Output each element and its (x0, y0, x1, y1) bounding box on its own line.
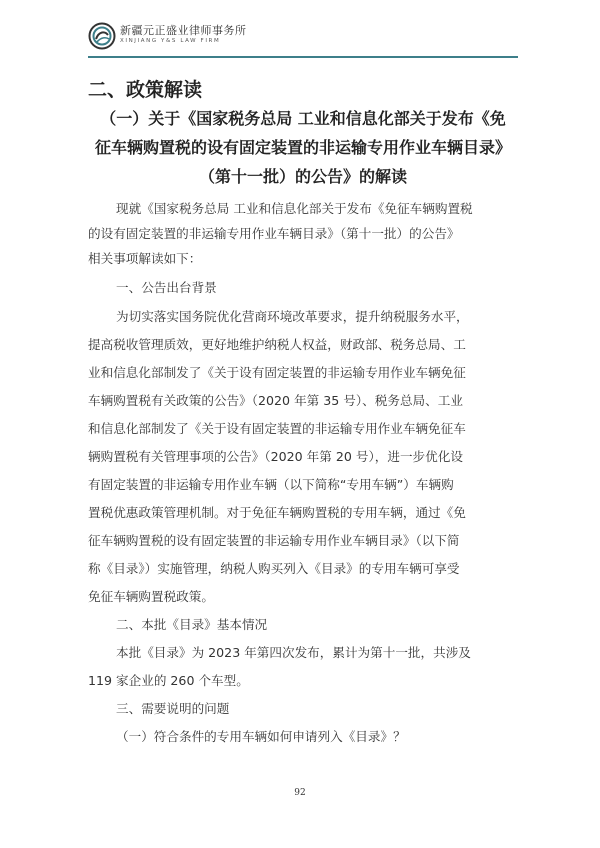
intro-line-1: 现就《国家税务总局 工业和信息化部关于发布《免征车辆购置税 (116, 201, 473, 216)
paragraph-line: 征车辆购置税的设有固定装置的非运输专用作业车辆目录》（以下简 (88, 533, 460, 548)
firm-name-en: XINJIANG Y&S LAW FIRM (120, 38, 221, 44)
page-header (88, 18, 518, 58)
page-number: 92 (294, 788, 306, 798)
paragraph-line: 置税优惠政策管理机制。对于免征车辆购置税的专用车辆，通过《免 (88, 505, 466, 520)
question-item-1: （一）符合条件的专用车辆如何申请列入《目录》？ (116, 729, 406, 744)
subheading-background: 一、公告出台背景 (116, 280, 217, 295)
heading-line-1: （一）关于《国家税务总局 工业和信息化部关于发布《免 (100, 109, 506, 128)
header-divider (88, 56, 518, 58)
subheading-catalog-overview: 二、本批《目录》基本情况 (116, 617, 268, 632)
paragraph-line: 本批《目录》为 2023 年第四次发布，累计为第十一批，共涉及 (116, 645, 471, 660)
paragraph-line: 有固定装置的非运输专用作业车辆（以下简称“专用车辆”）车辆购 (88, 477, 454, 492)
firm-logo-icon (88, 22, 116, 50)
section-title: 二、政策解读 (88, 79, 203, 101)
intro-line-2: 的设有固定装置的非运输专用作业车辆目录》（第十一批）的公告》 (88, 226, 460, 241)
firm-name-cn: 新疆元正盛业律师事务所 (120, 24, 247, 37)
paragraph-line: 免征车辆购置税政策。 (88, 589, 214, 604)
paragraph-line: 称《目录》）实施管理，纳税人购买列入《目录》的专用车辆可享受 (88, 561, 460, 576)
subheading-issues: 三、需要说明的问题 (116, 701, 230, 716)
heading-line-2: 征车辆购置税的设有固定装置的非运输专用作业车辆目录》 (94, 138, 511, 157)
paragraph-line: 119 家企业的 260 个车型。 (88, 673, 249, 688)
heading-line-3: （第十一批）的公告》的解读 (198, 167, 407, 186)
paragraph-line: 辆购置税有关管理事项的公告》（2020 年第 20 号），进一步优化设 (88, 449, 463, 464)
paragraph-line: 和信息化部制发了《关于设有固定装置的非运输专用作业车辆免征车 (88, 421, 466, 436)
intro-line-3: 相关事项解读如下： (88, 251, 202, 266)
paragraph-line: 车辆购置税有关政策的公告》（2020 年第 35 号）、税务总局、工业 (88, 393, 463, 408)
paragraph-line: 为切实落实国务院优化营商环境改革要求，提升纳税服务水平， (116, 309, 469, 324)
paragraph-line: 提高税收管理质效，更好地维护纳税人权益，财政部、税务总局、工 (88, 337, 466, 352)
paragraph-line: 业和信息化部制发了《关于设有固定装置的非运输专用作业车辆免征 (88, 365, 466, 380)
